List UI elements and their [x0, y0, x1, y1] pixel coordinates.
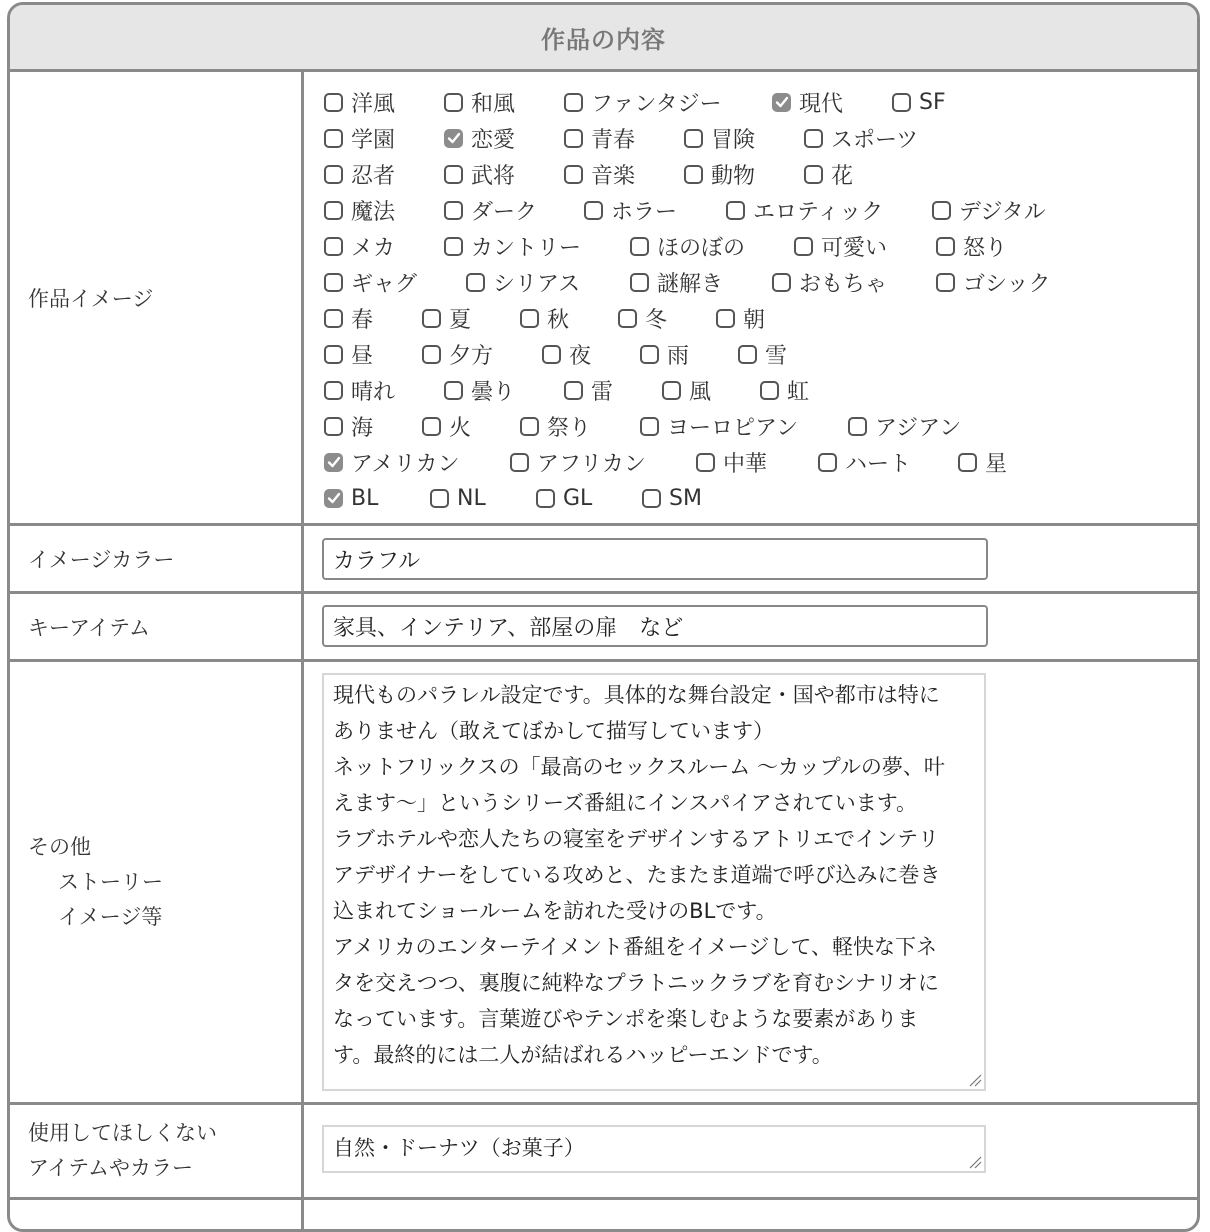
checkbox-option[interactable] [564, 120, 635, 156]
checkbox-unchecked-icon[interactable] [422, 417, 441, 436]
checkbox-unchecked-icon[interactable] [444, 201, 463, 220]
checkbox-label: ギャグ [351, 271, 418, 297]
checkbox-unchecked-icon[interactable] [564, 129, 583, 148]
checkbox-option[interactable] [716, 300, 765, 336]
checkbox-option[interactable] [696, 444, 767, 480]
story-line: す。最終的には二人が結ばれるハッピーエンドです。 [333, 1043, 833, 1067]
checkbox-unchecked-icon[interactable] [630, 237, 649, 256]
checkbox-label: 海 [351, 415, 374, 441]
checkbox-label: NL [457, 485, 486, 511]
checkbox-option[interactable] [564, 156, 635, 192]
checkbox-checked-icon[interactable] [444, 129, 463, 148]
checkbox-option[interactable] [444, 228, 581, 264]
checkbox-label: ほのぼの [657, 235, 746, 261]
checkbox-option[interactable] [324, 408, 373, 444]
checkbox-unchecked-icon[interactable] [760, 381, 779, 400]
checkbox-option[interactable] [804, 156, 853, 192]
other-label-line1: その他 [28, 834, 91, 859]
checkbox-unchecked-icon[interactable] [324, 237, 343, 256]
checkbox-label: シリアス [493, 271, 581, 297]
checkbox-label: デジタル [959, 199, 1046, 225]
image-color-input[interactable]: カラフル [322, 538, 988, 580]
checkbox-label: 春 [351, 307, 374, 333]
checkbox-label: 怒り [963, 235, 1008, 261]
checkbox-row [324, 192, 1197, 228]
checkbox-unchecked-icon[interactable] [444, 237, 463, 256]
checkbox-label: SM [669, 485, 702, 511]
resize-handle-icon[interactable] [968, 1073, 982, 1087]
checkbox-option[interactable] [324, 336, 373, 372]
checkbox-unchecked-icon[interactable] [936, 273, 955, 292]
story-line: タを交えつつ、裏腹に純粋なプラトニックラブを育むシナリオに [333, 971, 939, 995]
checkbox-label: アフリカン [537, 451, 646, 477]
checkbox-label: 秋 [547, 307, 570, 333]
checkbox-option[interactable] [324, 264, 417, 300]
checkbox-label: メカ [351, 235, 396, 261]
checkbox-label: 音楽 [591, 163, 636, 189]
checkbox-option[interactable] [794, 228, 887, 264]
checkbox-option[interactable] [444, 84, 515, 120]
avoid-label-line1: 使用してほしくない [28, 1121, 217, 1145]
checkbox-checked-icon[interactable] [772, 93, 791, 112]
avoid-label-line2: アイテムやカラー [28, 1156, 194, 1180]
checkbox-unchecked-icon[interactable] [794, 237, 813, 256]
checkbox-option[interactable] [422, 300, 471, 336]
checkbox-option[interactable] [932, 192, 1046, 228]
checkbox-row [324, 84, 1197, 120]
checkbox-option[interactable] [738, 336, 787, 372]
checkbox-checked-icon[interactable] [324, 489, 343, 508]
checkbox-label: GL [563, 485, 593, 511]
checkbox-unchecked-icon[interactable] [696, 453, 715, 472]
checkbox-unchecked-icon[interactable] [536, 489, 555, 508]
checkbox-option[interactable] [430, 480, 486, 516]
checkbox-unchecked-icon[interactable] [584, 201, 603, 220]
checkbox-label: 雪 [765, 343, 788, 369]
checkbox-unchecked-icon[interactable] [324, 129, 343, 148]
checkbox-option[interactable] [958, 444, 1007, 480]
checkbox-option[interactable] [618, 300, 667, 336]
checkbox-row [324, 372, 1197, 408]
checkbox-label: エロティック [753, 199, 884, 225]
checkbox-label: 恋愛 [471, 127, 516, 153]
checkbox-label: 夕方 [449, 343, 494, 369]
checkbox-label: 星 [985, 451, 1008, 477]
checkbox-unchecked-icon[interactable] [430, 489, 449, 508]
checkbox-label: 火 [449, 415, 472, 441]
checkbox-option[interactable] [510, 444, 646, 480]
checkbox-unchecked-icon[interactable] [848, 417, 867, 436]
checkbox-label: ホラー [611, 199, 678, 225]
checkbox-label: 現代 [799, 91, 844, 117]
checkbox-option[interactable] [324, 192, 395, 228]
checkbox-unchecked-icon[interactable] [932, 201, 951, 220]
checkbox-label: 中華 [723, 451, 768, 477]
story-line: 現代ものパラレル設定です。具体的な舞台設定・国や都市は特に [333, 683, 940, 707]
checkbox-option[interactable] [804, 120, 918, 156]
checkbox-option[interactable] [760, 372, 809, 408]
checkbox-unchecked-icon[interactable] [520, 309, 539, 328]
checkbox-label: 武将 [471, 163, 516, 189]
checkbox-option[interactable] [684, 120, 755, 156]
checkbox-unchecked-icon[interactable] [510, 453, 529, 472]
checkbox-unchecked-icon[interactable] [444, 165, 463, 184]
checkbox-label: 昼 [351, 343, 374, 369]
checkbox-label: 冒険 [711, 127, 756, 153]
other-row [10, 662, 1197, 1105]
checkbox-unchecked-icon[interactable] [422, 345, 441, 364]
checkbox-unchecked-icon[interactable] [640, 345, 659, 364]
checkbox-unchecked-icon[interactable] [892, 93, 911, 112]
checkbox-option[interactable] [630, 264, 723, 300]
checkbox-row [324, 264, 1197, 300]
checkbox-label: 夜 [569, 343, 592, 369]
checkbox-option[interactable] [444, 192, 537, 228]
key-item-input[interactable]: 家具、インテリア、部屋の扉 など [322, 605, 988, 647]
checkbox-unchecked-icon[interactable] [542, 345, 561, 364]
checkbox-label: おもちゃ [799, 271, 888, 297]
checkbox-option[interactable] [444, 156, 515, 192]
checkbox-option[interactable] [818, 444, 911, 480]
checkbox-unchecked-icon[interactable] [684, 165, 703, 184]
checkbox-unchecked-icon[interactable] [324, 273, 343, 292]
checkbox-unchecked-icon[interactable] [630, 273, 649, 292]
checkbox-unchecked-icon[interactable] [324, 381, 343, 400]
story-line: えます〜」というシリーズ番組にインスパイアされています。 [333, 791, 918, 815]
image-row [10, 72, 1197, 526]
checkbox-unchecked-icon[interactable] [818, 453, 837, 472]
other-label-line2: ストーリー [58, 869, 163, 894]
checkbox-option[interactable] [726, 192, 883, 228]
checkbox-label: 雷 [591, 379, 614, 405]
checkbox-option[interactable] [848, 408, 961, 444]
checkbox-option[interactable] [444, 120, 515, 156]
checkbox-option[interactable] [584, 192, 677, 228]
story-textarea[interactable] [322, 673, 986, 1091]
checkbox-unchecked-icon[interactable] [466, 273, 485, 292]
avoid-text: 自然・ドーナツ（お菓子） [333, 1136, 585, 1160]
checkbox-option[interactable] [640, 336, 689, 372]
checkbox-option[interactable] [324, 228, 395, 264]
avoid-textarea[interactable] [322, 1125, 986, 1173]
checkbox-option[interactable] [324, 300, 373, 336]
checkbox-unchecked-icon[interactable] [564, 381, 583, 400]
checkbox-label: 魔法 [351, 199, 396, 225]
checkbox-unchecked-icon[interactable] [324, 93, 343, 112]
key-item-label: キーアイテム [10, 594, 304, 659]
checkbox-option[interactable] [520, 408, 591, 444]
checkbox-unchecked-icon[interactable] [564, 165, 583, 184]
checkbox-option[interactable] [564, 84, 722, 120]
checkbox-label: 風 [689, 379, 712, 405]
checkbox-unchecked-icon[interactable] [804, 129, 823, 148]
checkbox-option[interactable] [564, 372, 613, 408]
color-row [10, 526, 1197, 594]
checkbox-unchecked-icon[interactable] [684, 129, 703, 148]
checkbox-label: スポーツ [831, 127, 919, 153]
checkbox-row [324, 156, 1197, 192]
checkbox-option[interactable] [542, 336, 591, 372]
checkbox-label: 可愛い [821, 235, 888, 261]
checkbox-row [324, 444, 1197, 480]
checkbox-label: SF [919, 89, 946, 115]
checkbox-option[interactable] [936, 264, 1051, 300]
checkbox-unchecked-icon[interactable] [726, 201, 745, 220]
checkbox-label: 雨 [667, 343, 690, 369]
checkbox-row [324, 228, 1197, 264]
checkbox-unchecked-icon[interactable] [642, 489, 661, 508]
next-row [10, 1200, 1197, 1232]
checkbox-unchecked-icon[interactable] [640, 417, 659, 436]
checkbox-label: 朝 [743, 307, 766, 333]
checkbox-unchecked-icon[interactable] [324, 345, 343, 364]
checkbox-label: 動物 [711, 163, 756, 189]
checkbox-row [324, 336, 1197, 372]
checkbox-label: 冬 [645, 307, 668, 333]
checkbox-unchecked-icon[interactable] [716, 309, 735, 328]
checkbox-label: カントリー [471, 235, 582, 261]
checkbox-label: ダーク [471, 199, 538, 225]
checkbox-unchecked-icon[interactable] [520, 417, 539, 436]
checkbox-unchecked-icon[interactable] [564, 93, 583, 112]
checkbox-label: 学園 [351, 127, 396, 153]
checkbox-unchecked-icon[interactable] [662, 381, 681, 400]
checkbox-unchecked-icon[interactable] [422, 309, 441, 328]
checkbox-option[interactable] [536, 480, 592, 516]
checkbox-option[interactable] [772, 264, 887, 300]
checkbox-option[interactable] [324, 156, 395, 192]
checkbox-label: 祭り [547, 415, 592, 441]
checkbox-option[interactable] [772, 84, 843, 120]
checkbox-option[interactable] [642, 480, 702, 516]
checkbox-unchecked-icon[interactable] [444, 381, 463, 400]
checkbox-option[interactable] [324, 120, 395, 156]
checkbox-unchecked-icon[interactable] [958, 453, 977, 472]
checkbox-label: アメリカン [351, 451, 460, 477]
checkbox-row [324, 120, 1197, 156]
checkbox-option[interactable] [422, 336, 493, 372]
checkbox-option[interactable] [640, 408, 798, 444]
checkbox-option[interactable] [324, 84, 395, 120]
checkbox-label: 青春 [591, 127, 636, 153]
story-line: なっています。言葉遊びやテンポを楽しむような要素がありま [333, 1007, 919, 1031]
checkbox-option[interactable] [892, 84, 946, 120]
checkbox-label: 虹 [787, 379, 810, 405]
story-line: ラブホテルや恋人たちの寝室をデザインするアトリエでインテリ [333, 827, 940, 851]
checkbox-label: ヨーロピアン [667, 415, 799, 441]
checkbox-label: 夏 [449, 307, 472, 333]
checkbox-checked-icon[interactable] [324, 453, 343, 472]
other-label [10, 662, 304, 1102]
checkbox-label: ゴシック [963, 271, 1051, 297]
checkbox-label: 花 [831, 163, 854, 189]
checkbox-unchecked-icon[interactable] [618, 309, 637, 328]
checkbox-unchecked-icon[interactable] [936, 237, 955, 256]
color-label: イメージカラー [10, 526, 304, 591]
avoid-row [10, 1105, 1197, 1200]
checkbox-unchecked-icon[interactable] [324, 201, 343, 220]
story-line: アデザイナーをしている攻めと、たまたま道端で呼び込みに巻き [333, 863, 941, 887]
image-checkbox-group [304, 72, 1197, 523]
checkbox-unchecked-icon[interactable] [738, 345, 757, 364]
checkbox-option[interactable] [324, 480, 378, 516]
checkbox-option[interactable] [324, 372, 395, 408]
resize-handle-icon[interactable] [968, 1155, 982, 1169]
image-label: 作品イメージ [10, 72, 304, 523]
section-title: 作品の内容 [10, 5, 1197, 72]
checkbox-option[interactable] [444, 372, 515, 408]
checkbox-option[interactable] [324, 444, 459, 480]
other-label-line3: イメージ等 [58, 904, 163, 929]
checkbox-unchecked-icon[interactable] [772, 273, 791, 292]
checkbox-label: 忍者 [351, 163, 396, 189]
checkbox-label: ハート [845, 451, 912, 477]
checkbox-label: 和風 [471, 91, 516, 117]
checkbox-option[interactable] [936, 228, 1007, 264]
checkbox-label: 晴れ [351, 379, 396, 405]
checkbox-row [324, 408, 1197, 444]
checkbox-option[interactable] [520, 300, 569, 336]
form-frame [7, 2, 1200, 1232]
checkbox-unchecked-icon[interactable] [804, 165, 823, 184]
checkbox-label: 洋風 [351, 91, 396, 117]
checkbox-unchecked-icon[interactable] [324, 165, 343, 184]
checkbox-label: 曇り [471, 379, 516, 405]
avoid-label [10, 1105, 304, 1197]
story-line: ネットフリックスの「最高のセックスルーム 〜カップルの夢、叶 [333, 755, 945, 779]
checkbox-option[interactable] [684, 156, 755, 192]
checkbox-row [324, 480, 1197, 516]
checkbox-label: BL [351, 485, 379, 511]
story-line: アメリカのエンターテイメント番組をイメージして、軽快な下ネ [333, 935, 937, 959]
checkbox-unchecked-icon[interactable] [324, 309, 343, 328]
checkbox-option[interactable] [422, 408, 471, 444]
checkbox-unchecked-icon[interactable] [444, 93, 463, 112]
checkbox-label: アジアン [875, 415, 962, 441]
key-item-row [10, 594, 1197, 662]
checkbox-row [324, 300, 1197, 336]
story-line: ありません（敢えてぼかして描写しています） [333, 719, 774, 743]
story-line: 込まれてショールームを訪れた受けのBLです。 [333, 899, 777, 923]
checkbox-unchecked-icon[interactable] [324, 417, 343, 436]
checkbox-option[interactable] [466, 264, 580, 300]
checkbox-label: 謎解き [657, 271, 724, 297]
checkbox-option[interactable] [662, 372, 711, 408]
checkbox-label: ファンタジー [591, 91, 722, 117]
checkbox-option[interactable] [630, 228, 745, 264]
